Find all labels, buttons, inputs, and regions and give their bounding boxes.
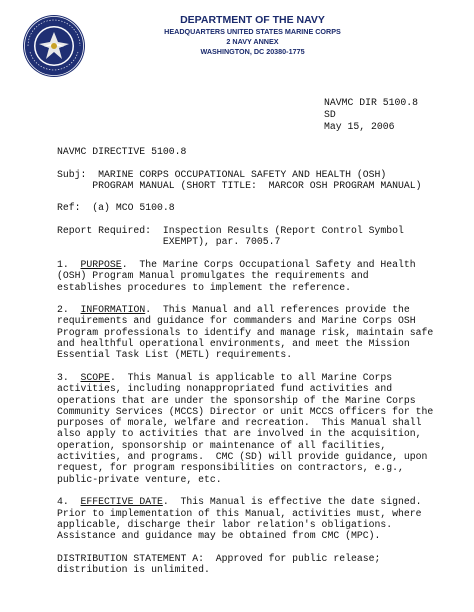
section-2-title: INFORMATION xyxy=(80,304,146,316)
section-3-line: activities, including nonappropriated fund activities and xyxy=(57,383,393,395)
section-2-line: requirements and guidance for commanders and Marine Corps OSH xyxy=(57,315,416,327)
section-2-line: and healthful operational environments, and meet the Mission xyxy=(57,338,410,350)
section-2-first-line: . This Manual and all references provide the xyxy=(145,304,410,316)
department-of-defense-seal xyxy=(22,14,86,78)
section-1-title: PURPOSE xyxy=(80,258,122,270)
distribution-statement: DISTRIBUTION STATEMENT A: Approved for public release; xyxy=(57,552,381,564)
letterhead-city: WASHINGTON, DC 20380-1775 xyxy=(200,47,305,56)
section-3-line: operations that are under the sponsorship of the Marine Corps xyxy=(57,394,416,406)
section-3-line: operation, sponsorship or maintenance of all facilities, xyxy=(57,439,387,451)
subj-label: Subj: xyxy=(57,168,87,180)
section-1-num: 1. xyxy=(57,258,69,270)
section-4-first-line: . This Manual is effective the date signed. xyxy=(162,496,422,508)
section-3-line: public-private venture, etc. xyxy=(57,473,222,485)
section-3-first-line: . This Manual is applicable to all Marine Corps xyxy=(109,371,393,383)
document-body xyxy=(57,146,457,575)
section-3-line: also apply to activities that are involved in the acquisition, xyxy=(57,428,422,440)
section-1-first-line: . The Marine Corps Occupational Safety and Health xyxy=(121,258,416,270)
section-1-line: establishes procedures to implement the reference. xyxy=(57,281,351,293)
subj-line-1: MARINE CORPS OCCUPATIONAL SAFETY AND HEALTH (OSH) xyxy=(98,168,387,180)
section-2-line: Program professionals to identify and manage risk, maintain safe xyxy=(57,326,434,338)
document-date: May 15, 2006 xyxy=(324,121,395,133)
subj-line-2: PROGRAM MANUAL (SHORT TITLE: MARCOR OSH PROGRAM MANUAL) xyxy=(92,179,422,191)
section-4-line: Assistance and guidance may be obtained from CMC (MPC). xyxy=(57,530,381,542)
letterhead-headquarters: HEADQUARTERS UNITED STATES MARINE CORPS xyxy=(164,27,341,36)
section-4-num: 4. xyxy=(57,496,69,508)
letterhead xyxy=(150,14,355,57)
section-1-line: (OSH) Program Manual promulgates the requirements and xyxy=(57,270,369,282)
section-3-num: 3. xyxy=(57,371,69,383)
section-4-line: applicable, discharge their labor relation's obligations. xyxy=(57,518,393,530)
section-3-line: purposes of morale, welfare and recreation. This Manual shall xyxy=(57,417,422,429)
section-3-line: Community Services (MCCS) Director or unit MCCS officers for the xyxy=(57,405,434,417)
letterhead-department: DEPARTMENT OF THE NAVY xyxy=(180,14,325,26)
letterhead-address: 2 NAVY ANNEX xyxy=(226,37,279,46)
report-label: Report Required: xyxy=(57,225,152,237)
reference-block xyxy=(324,97,418,134)
section-2-line: Essential Task List (METL) requirements. xyxy=(57,349,293,361)
section-3-title: SCOPE xyxy=(80,371,110,383)
section-3-line: request, for program responsibilities on contractors, e.g., xyxy=(57,462,404,474)
section-3-line: activities, and programs. CMC (SD) will provide guidance, upon xyxy=(57,451,428,463)
section-4-title: EFFECTIVE DATE xyxy=(80,496,163,508)
section-4-line: Prior to implementation of this Manual, activities must, where xyxy=(57,507,422,519)
document-title: NAVMC DIRECTIVE 5100.8 xyxy=(57,146,187,157)
ref-value: (a) MCO 5100.8 xyxy=(92,202,175,214)
report-line-1: Inspection Results (Report Control Symbol xyxy=(162,225,404,237)
report-line-2: EXEMPT), par. 7005.7 xyxy=(162,236,281,248)
directive-number: NAVMC DIR 5100.8 xyxy=(324,97,419,108)
section-2-num: 2. xyxy=(57,304,69,316)
office-code: SD xyxy=(324,109,336,121)
distribution-statement-cont: distribution is unlimited. xyxy=(57,563,210,575)
ref-label: Ref: xyxy=(57,202,81,214)
